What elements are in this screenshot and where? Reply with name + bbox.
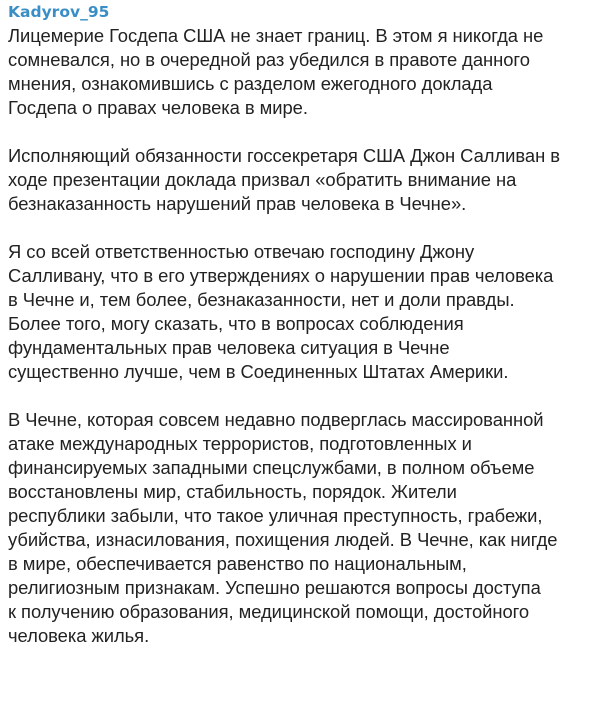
text-line: убийства, изнасилования, похищения людей. В Чечне, как нигде — [8, 529, 558, 550]
text-line: Лицемерие Госдепа США не знает границ. В этом я никогда не — [8, 25, 544, 46]
text-line: атаке международных террористов, подготовленных и — [8, 433, 472, 454]
post-paragraph-2 — [8, 144, 598, 216]
text-line: В Чечне, которая совсем недавно подверглась массированной — [8, 409, 544, 430]
text-line: Исполняющий обязанности госсекретаря США Джон Салливан в — [8, 145, 560, 166]
author-name[interactable]: Kadyrov_95 — [8, 3, 110, 21]
text-line: Более того, могу сказать, что в вопросах соблюдения — [8, 313, 464, 334]
text-line: существенно лучше, чем в Соединенных Штатах Америки. — [8, 361, 509, 382]
text-line: фундаментальных прав человека ситуация в Чечне — [8, 337, 450, 358]
post-paragraph-1 — [8, 24, 598, 120]
text-line: человека жилья. — [8, 625, 150, 646]
text-line: в мире, обеспечивается равенство по национальным, — [8, 553, 467, 574]
text-line: восстановлены мир, стабильность, порядок. Жители — [8, 481, 457, 502]
post-paragraph-4 — [8, 408, 598, 648]
text-line: религиозным признакам. Успешно решаются вопросы доступа — [8, 577, 541, 598]
text-line: сомневался, но в очередной раз убедился в правоте данного — [8, 49, 530, 70]
text-line: Я со всей ответственностью отвечаю господину Джону — [8, 241, 475, 262]
text-line: ходе презентации доклада призвал «обратить внимание на — [8, 169, 517, 190]
channel-post — [8, 0, 598, 648]
text-line: безнаказанность нарушений прав человека в Чечне». — [8, 193, 467, 214]
text-line: Госдепа о правах человека в мире. — [8, 97, 308, 118]
text-line: республики забыли, что такое уличная преступность, грабежи, — [8, 505, 543, 526]
text-line: в Чечне и, тем более, безнаказанности, нет и доли правды. — [8, 289, 515, 310]
text-line: мнения, ознакомившись с разделом ежегодного доклада — [8, 73, 493, 94]
post-paragraph-3 — [8, 240, 598, 384]
text-line: финансируемых западными спецслужбами, в полном объеме — [8, 457, 535, 478]
text-line: к получению образования, медицинской помощи, достойного — [8, 601, 530, 622]
text-line: Салливану, что в его утверждениях о нарушении прав человека — [8, 265, 554, 286]
